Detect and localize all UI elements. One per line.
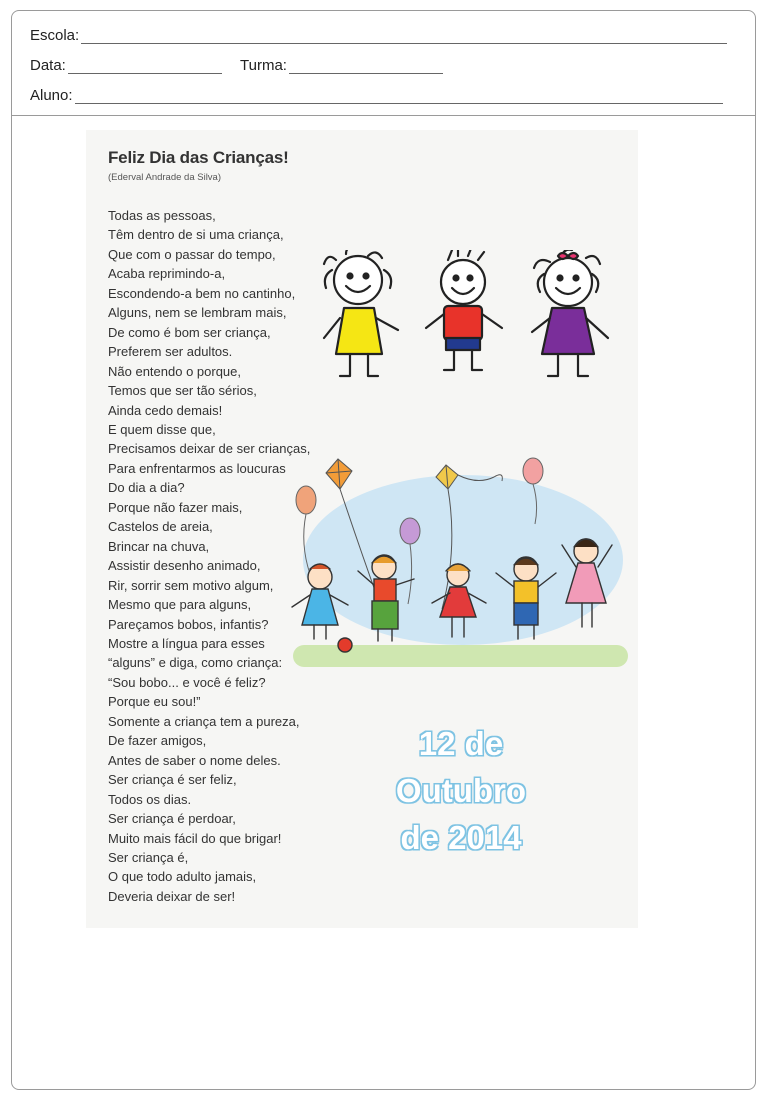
poem-line: Do dia a dia? (108, 480, 185, 496)
school-line[interactable] (81, 30, 727, 44)
school-label: Escola: (30, 27, 80, 44)
poem-line: Para enfrentarmos as loucuras (108, 460, 286, 476)
class-label: Turma: (240, 57, 287, 74)
date-label: Data: (30, 57, 66, 74)
poem-line: “Sou bobo... e você é feliz? (108, 674, 266, 690)
poem-line: Ser criança é ser feliz, (108, 772, 237, 788)
poem-title: Feliz Dia das Crianças! (108, 148, 289, 167)
date-line[interactable] (68, 60, 222, 74)
poem-line: E quem disse que, (108, 421, 216, 437)
student-field[interactable] (30, 87, 723, 104)
date-stamp (376, 720, 546, 861)
poem-line: Porque eu sou!” (108, 694, 201, 710)
date-stamp-line-3: de 2014 (400, 819, 522, 856)
poem-line: Todas as pessoas, (108, 208, 216, 223)
student-label: Aluno: (30, 87, 73, 104)
poem-line: Assistir desenho animado, (108, 558, 261, 574)
poem-line: Ser criança é perdoar, (108, 811, 236, 827)
poem-line: Alguns, nem se lembram mais, (108, 305, 287, 321)
poem-line: Escondendo-a bem no cantinho, (108, 285, 296, 301)
poem-line: Antes de saber o nome deles. (108, 752, 281, 768)
kids-playing-illustration (288, 455, 633, 675)
poem-line: “alguns” e diga, como criança: (108, 655, 283, 671)
poem-line: De fazer amigos, (108, 733, 207, 749)
poem-line: O que todo adulto jamais, (108, 869, 257, 885)
poem-line: Muito mais fácil do que brigar! (108, 830, 282, 846)
poem-line: Mesmo que para alguns, (108, 597, 252, 613)
poem-line: Que com o passar do tempo, (108, 246, 276, 262)
poem-author: (Ederval Andrade da Silva) (108, 172, 222, 183)
poem-line: Têm dentro de si uma criança, (108, 227, 284, 243)
poem-line: Ser criança é, (108, 849, 189, 865)
poem-line: Porque não fazer mais, (108, 499, 243, 515)
poem-line: Precisamos deixar de ser crianças, (108, 441, 311, 457)
poem-panel (86, 130, 638, 928)
poem-line: Castelos de areia, (108, 519, 213, 535)
poem-line: Preferem ser adultos. (108, 344, 233, 360)
school-field[interactable] (30, 27, 727, 44)
poem-line: Acaba reprimindo-a, (108, 266, 226, 282)
date-stamp-line-2: Outubro (395, 772, 527, 809)
poem-line: Todos os dias. (108, 791, 192, 807)
poem-line: Ainda cedo demais! (108, 402, 223, 418)
poem-line: Pareçamos bobos, infantis? (108, 616, 269, 632)
student-line[interactable] (75, 90, 723, 104)
poem-line: Mostre a língua para esses (108, 635, 265, 651)
class-line[interactable] (289, 60, 443, 74)
poem-line: Não entendo o porque, (108, 363, 241, 379)
date-field[interactable] (30, 57, 222, 74)
poem-body (108, 206, 310, 906)
date-stamp-line-1: 12 de (418, 725, 504, 762)
poem-line: Deveria deixar de ser! (108, 888, 236, 904)
poem-line: Somente a criança tem a pureza, (108, 713, 300, 729)
poem-line: Temos que ser tão sérios, (108, 383, 257, 399)
poem-line: Brincar na chuva, (108, 538, 210, 554)
poem-line: De como é bom ser criança, (108, 324, 271, 340)
poem-line: Rir, sorrir sem motivo algum, (108, 577, 274, 593)
three-kids-illustration (318, 250, 628, 390)
class-field[interactable] (240, 57, 443, 74)
worksheet-header (12, 11, 755, 116)
